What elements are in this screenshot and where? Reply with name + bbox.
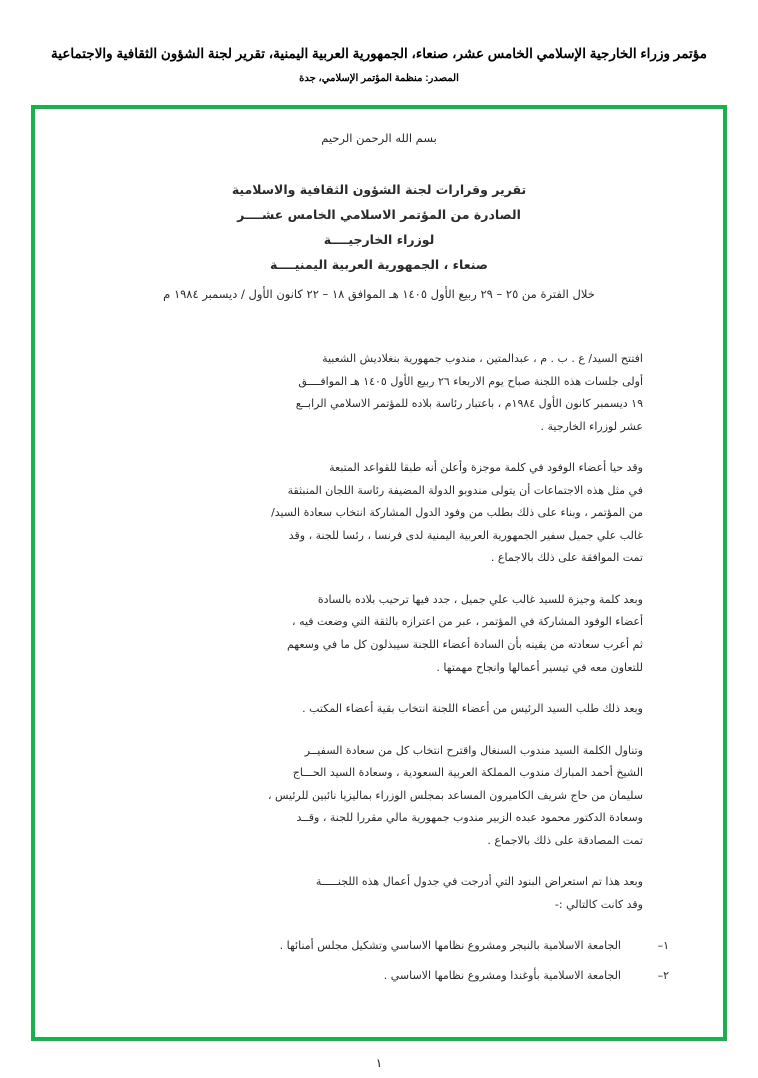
report-heading xyxy=(81,177,677,277)
date-line-2: كانون الأول / ديسمبر ١٩٨٤ م xyxy=(163,287,303,301)
paragraph-bureau-election: وبعد ذلك طلب السيد الرئيس من أعضاء اللجنة انتخاب بقية أعضاء المكتب . xyxy=(302,702,643,716)
heading-line-2: الصادرة من المؤتمر الاسلامي الخامس عشــــر xyxy=(237,207,521,222)
list-item-label: الجامعة الاسلامية بالنيجر ومشروع نظامها الاساسي وتشكيل مجلس أمنائها . xyxy=(279,939,621,953)
list-item-number: ٢– xyxy=(657,969,669,983)
list-item xyxy=(81,965,677,987)
heading-line-1: تقرير وقرارات لجنة الشؤون الثقافية والاسلامية xyxy=(231,182,527,197)
page-title: مؤتمر وزراء الخارجية الإسلامي الخامس عشر، صنعاء، الجمهورية العربية اليمنية، تقرير لجنة الشؤون الثقافية والاجتماعية xyxy=(51,46,707,61)
scanned-page-content xyxy=(35,109,723,1037)
document-header xyxy=(0,0,758,84)
report-body xyxy=(81,348,677,987)
paragraph-opening: افتتح السيد/ ع . ب . م ، عبدالمتين ، مندوب جمهورية بنغلاديش الشعبية أولى جلسات هذه اللجنة صباح يوم الاربعاء ٢٦ ربيع الأول ١٤٠٥ هـ الموافــــق ١٩ ديسمبر كانون الأول ١٩٨٤م ، باعتبار رئاسة بلاده للمؤتمر الاسلامي الرابــع عشر لوزراء الخارجية . xyxy=(295,352,643,433)
source-line: المصدر: منظمة المؤتمر الإسلامي، جدة xyxy=(299,72,459,84)
agenda-item-list xyxy=(81,935,677,987)
date-block xyxy=(81,283,677,306)
list-item xyxy=(81,935,677,957)
date-line-1: خلال الفترة من ٢٥ – ٢٩ ربيع الأول ١٤٠٥ هـ الموافق ١٨ – ٢٢ xyxy=(306,287,595,301)
list-item-label: الجامعة الاسلامية بأوغندا ومشروع نظامها الاساسي . xyxy=(383,969,621,983)
list-item-number: ١– xyxy=(657,939,669,953)
paragraph-agenda-intro: وبعد هذا تم استعراض البنود التي أدرجت في جدول أعمال هذه اللجنـــــة وقد كانت كالتالي :- xyxy=(315,875,643,911)
heading-line-4: صنعاء ، الجمهورية العربية اليمنيــــة xyxy=(270,257,488,272)
heading-line-3: لوزراء الخارجيــــة xyxy=(323,232,435,247)
basmala-line: بسم الله الرحمن الرحيم xyxy=(321,131,437,145)
scanned-page-frame xyxy=(31,105,727,1041)
page-number: ١ xyxy=(375,1056,383,1070)
paragraph-welcome-rules: وقد حيا أعضاء الوفود في كلمة موجزة وأعلن أنه طبقا للقواعد المتبعة في مثل هذه الاجتماعات أن يتولى مندوبو الدولة المضيفة رئاسة اللجان المنبثقة من المؤتمر ، وبناء على ذلك بطلب من وفود الدول المشاركة انتخاب سعادة السيد/ غالب علي جميل سفير الجمهورية العربية اليمنية لدى فرنسا ، رئسا للجنة ، وقد تمت الموافقة على ذلك بالاجماع . xyxy=(271,461,643,565)
paragraph-chairman-speech: وبعد كلمة وجيزة للسيد غالب علي جميل ، جدد فيها ترحيب بلاده بالسادة أعضاء الوفود المشاركة في المؤتمر ، عبر من اعترازه بالثقة التي وضعت فيه ، ثم أعرب سعادته من يقينه بأن السادة أعضاء اللجنة سيبذلون كل ما في وسعهم للتعاون معه في تيسير أعمالها وانجاح مهمتها . xyxy=(286,592,643,674)
paragraph-nominations: وتناول الكلمة السيد مندوب السنغال واقترح انتخاب كل من سعادة السفيــر الشيخ أحمد المبارك مندوب المملكة العربية السعودية ، وسعادة السيد الحـــاج سليمان من حاج شريف الكاميرون المساعد بمجلس الوزراء بماليزيا نائبين للرئيس ، وسعادة الدكتور محمود عبده الزبير مندوب جمهورية مالي مقررا للجنة ، وقــد تمت المصادقة على ذلك بالاجماع . xyxy=(267,743,643,847)
